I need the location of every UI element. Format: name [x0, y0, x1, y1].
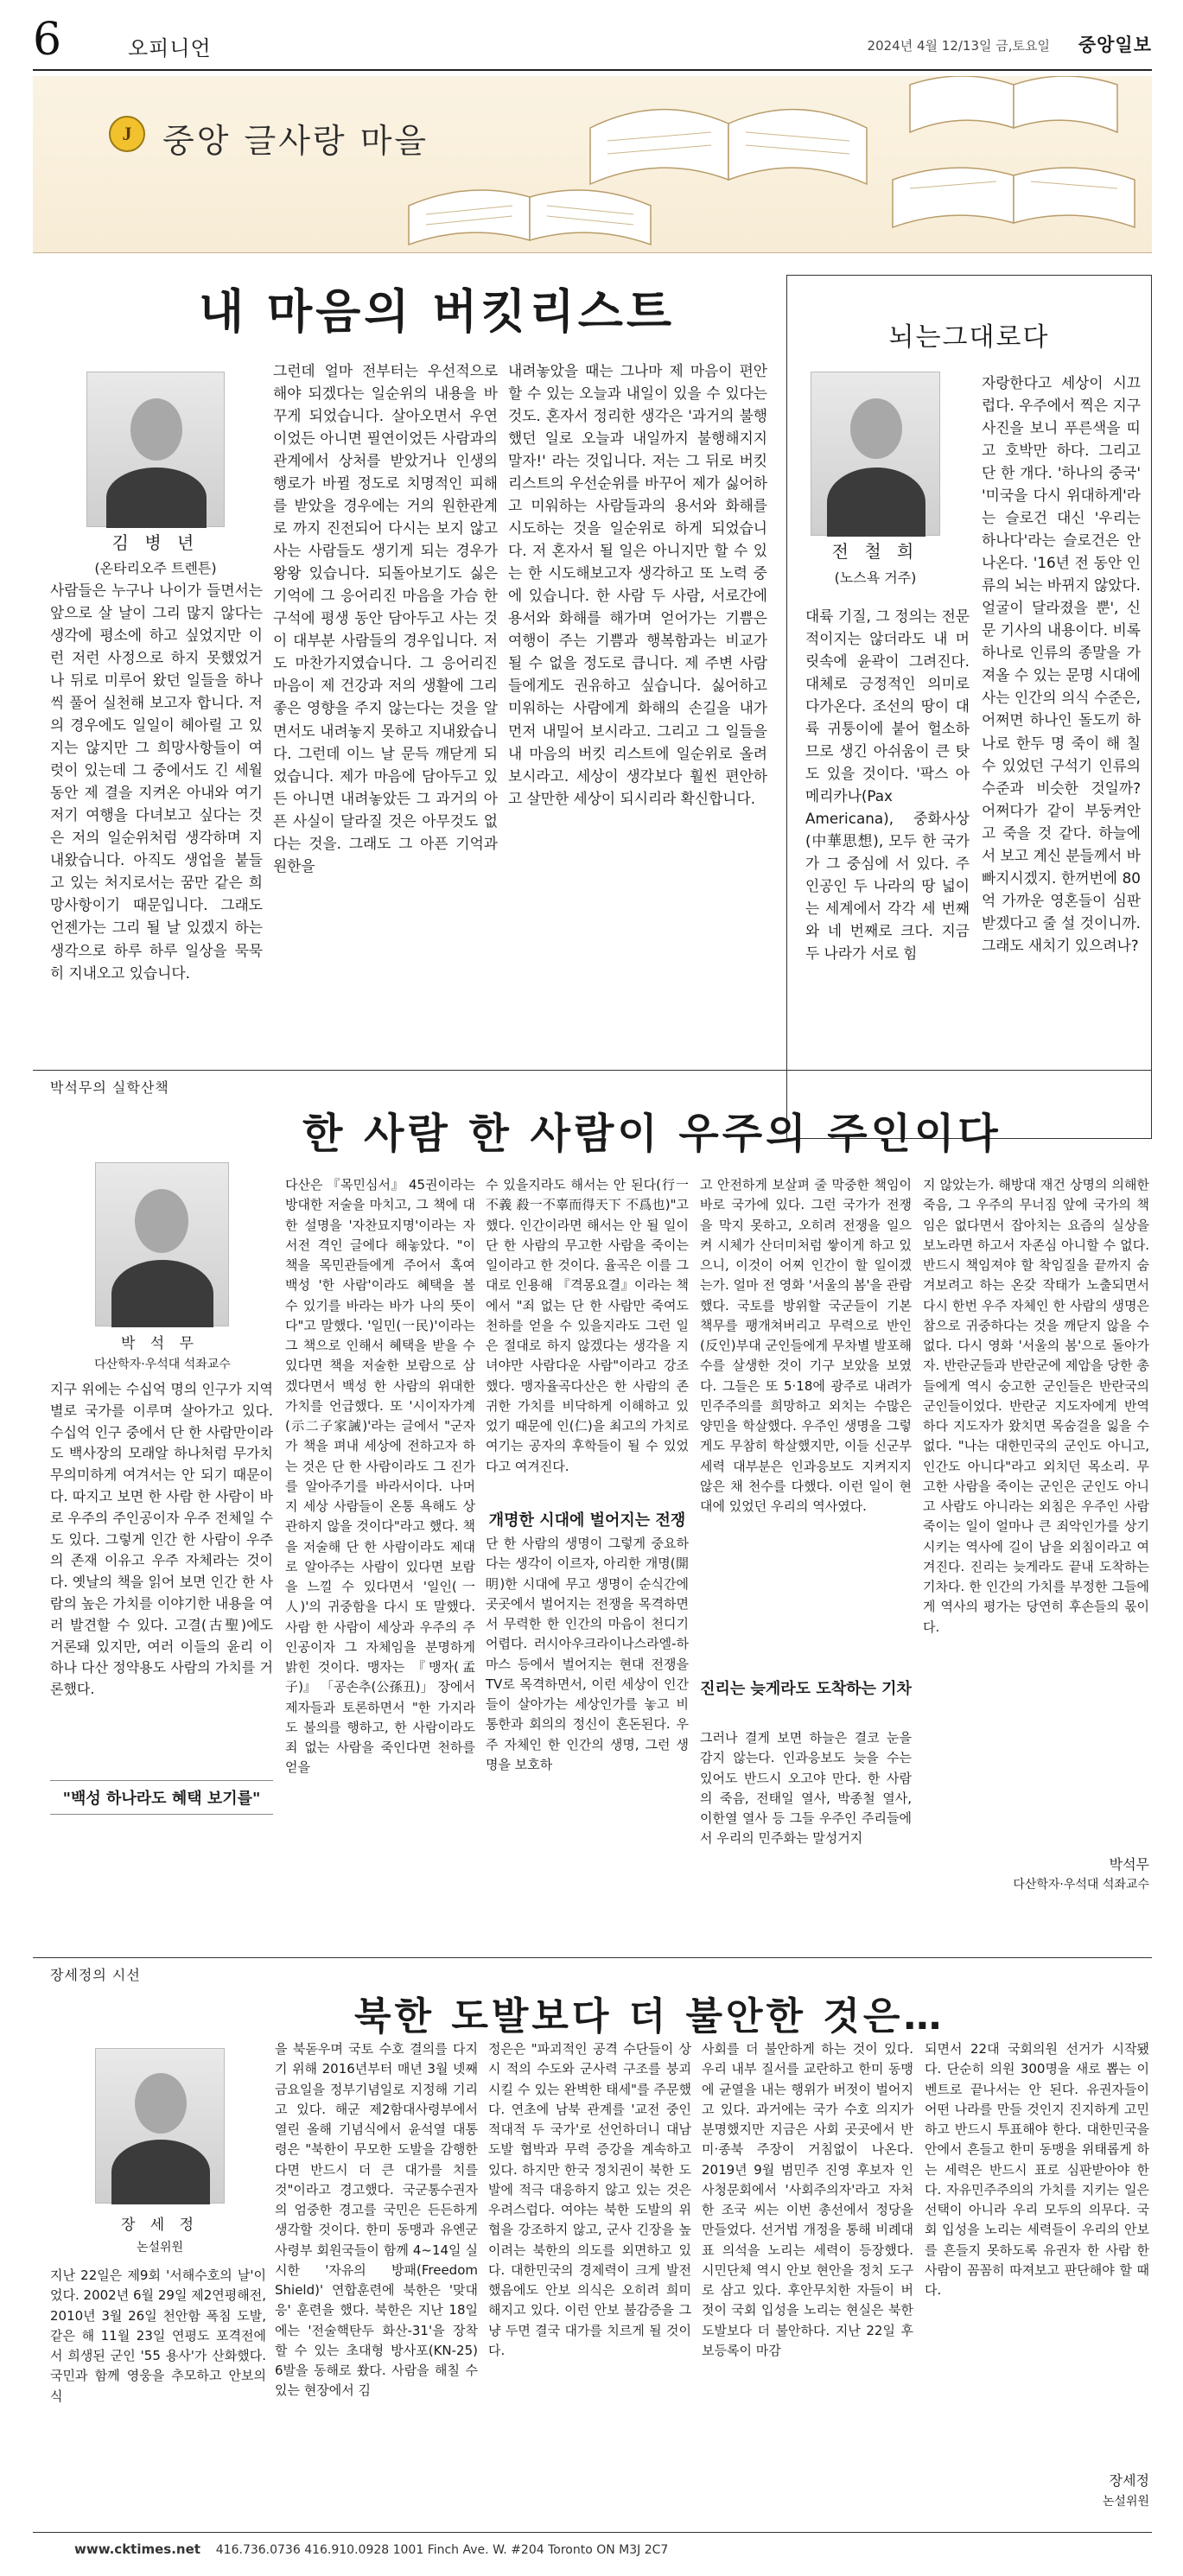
- sidebar-author-affiliation: (노스욕 거주): [834, 569, 917, 586]
- author-photo-article3: [95, 2048, 225, 2204]
- article2-pullquote: "백성 하나라도 혜택 보기를": [50, 1780, 273, 1815]
- article2-subhead-1: 개명한 시대에 벌어지는 전쟁: [488, 1511, 686, 1530]
- masthead-rule: [33, 69, 1152, 71]
- article2-top-rule: [33, 1070, 1152, 1071]
- article1-column-2: 그런데 얼마 전부터는 우선적으로 해야 되겠다는 일순위의 내용을 바꾸게 되었습니다. 살아오면서 우연이었든 아니면 필연이었든 사람과의 관계에서 상처를 받았거나 인생의 행로가 바뀔 정도로 치명적인 피해를 받았을 경우에는 거의 원한관계로 까지 진전되어 다시는 보지 않고 사는 사람들도 생기게 되는 경우가 왕왕 있습니다. 되돌아보기도 싫은 기억에 그 응어리진 마음을 가슴 한구석에 평생 동안 담아두고 사는 것이 대부분 사람들의 경우입니다. 저도 마찬가지였습니다. 그 응어리진 마음이 제 건강과 저의 생활에 그리 좋은 영향을 주지 않는다는 것을 알면서도 내려놓지 못하고 지내왔습니다. 그런데 이느 날 문득 깨닫게 되었습니다. 제가 마음에 담아두고 있든 아니면 내려놓았든 그 과거의 아픈 사실이 달라질 것은 아무것도 없다는 것을. 그래도 그 아픈 기억과 원한을: [273, 362, 498, 875]
- article2-column-1: 지구 위에는 수십억 명의 인구가 지역별로 국가를 이루며 살아가고 있다. 수십억 인구 중에서 단 한 사람만이라도 백사장의 모래알 하나처럼 무가치 무의미하게 여겨서는 안 되기 때문이다. 따지고 보면 한 사람 한 사람이 바로 우주의 주인공이자 우주 전체일 수도 있다. 그렇게 인간 한 사람이 우주의 존재 이유고 우주 자체라는 것이다. 옛날의 책을 읽어 보면 인간 한 사람의 높은 가치를 이야기한 내용을 여러 발견할 수 있다. 고결(古聖)에도 거론돼 있지만, 여러 이들의 윤리 이하나 다산 정약용도 사람의 가치를 거론했다.: [50, 1381, 273, 1698]
- article2-section-label: 박석무의 실학산책: [50, 1079, 169, 1096]
- article1-column-1: 사람들은 누구나 나이가 들면서는 앞으로 살 날이 그리 많지 않다는 생각에 평소에 하고 싶었지만 이런 저런 사정으로 하지 못했었거나 뒤로 미루어 왔던 일들을 하나씩 풀어 실천해 보고자 합니다. 저의 경우에도 일일이 헤아릴 고 있지는 않지만 그 희망사항들이 여럿이 있는데 그 중에서도 긴 세월 동안 제 결을 지켜온 아내와 여기 저기 여행을 다녀보고 싶다는 것은 저의 일순위처럼 생각하며 지내왔습니다. 아직도 생업을 붙들고 있는 처지로서는 꿈만 같은 희망사항이기 때문입니다. 그래도 언젠가는 그리 될 날 있겠지 하는 생각으로 하루 하루 일상을 묵묵히 지내오고 있습니다.: [50, 582, 263, 982]
- author-photo-article1: [86, 372, 225, 527]
- open-books-illustration: [374, 76, 1152, 253]
- banner-title: 중앙 글사랑 마을: [162, 122, 429, 160]
- section-name: 오피니언: [128, 36, 212, 60]
- section-banner: [33, 76, 1152, 253]
- author-photo-article2: [95, 1162, 229, 1326]
- article2-column-4: 단 한 사람의 생명이 그렇게 중요하다는 생각이 이르자, 아리한 개명(開明)한 시대에 무고 생명이 순식간에 곳곳에서 벌어지는 전쟁을 목격하면서 무력한 한 인간의 마음이 천디기 어렵다. 러시아우크라이나스라엘-하마스 등에서 벌어지는 현대 전쟁을 TV로 목격하면서, 이런 세상이 인간들이 살아가는 세상인가를 놓고 비통한과 회의의 정신이 혼돈된다. 우주 자체인 한 인간의 생명, 그런 생명을 보호하: [486, 1536, 689, 1772]
- article2-author-affiliation: 다산학자·우석대 석좌교수: [94, 1358, 231, 1371]
- article3-author-affiliation: 논설위원: [136, 2241, 184, 2255]
- author-photo-sidebar: [811, 372, 940, 536]
- article2-column-2: 다산은 『목민심서』 45권이라는 방대한 저술을 마치고, 그 책에 대한 설명을 '자찬묘지명'이라는 자서전 격인 글에다 해놓았다. "이 책을 목민관들에게 주어서 혹여 백성 '한 사람'이라도 혜택을 볼 수 있기를 바라는 바가 나의 뜻이다"고 말했다. '일민(一民)'이라는 그 책으로 인해서 혜택을 받을 수 있다면 책을 저술한 보람으로 삼겠다면서 백성 한 사람의 위대한 가치를 언급했다. 또 '시이자가계(示二子家誡)'라는 글에서 "군자가 책을 펴내 세상에 전하고자 하는 것은 단 한 사람이라도 그 진가를 알아주기를 바라서이다. 나머지 세상 사람들이 온통 욕해도 상관하지 않을 것이다"라고 했다. 책을 저술해 단 한 사람이라도 제대로 알아주는 사람이 있다면 보람을 느낄 수 있다면서 '일인(一人)'의 귀중함을 다시 또 말했다. 사람 한 사람이 세상과 우주의 주인공이자 그 자체임을 분명하게 밝힌 것이다. 맹자는 『맹자(孟子)』 「공손추(公孫丑)」 장에서 제자들과 토론하면서 "한 가지라도 불의를 행하고, 한 사람이라도 죄 없는 사람을 죽인다면 천하를 얻을: [285, 1177, 475, 1776]
- article3-author-name: 장 세 정: [120, 2217, 200, 2234]
- footer-website-link[interactable]: www.cktimes.net: [74, 2541, 200, 2557]
- article2-column-6: 그러나 결게 보면 하늘은 결코 눈을 감지 않는다. 인과응보도 늦을 수는 있어도 반드시 오고야 만다. 한 사람의 죽음, 전태일 열사, 박종철 열사, 이한열 열사 등 그들 우주인 주리들에서 우리의 민주화는 말성거지: [700, 1730, 912, 1847]
- section-badge: J: [109, 116, 145, 152]
- article1-author-affiliation: (온타리오주 트렌튼): [94, 560, 217, 576]
- page-number: 6: [33, 14, 62, 66]
- footer-contact: 416.736.0736 416.910.0928 1001 Finch Ave. W. #204 Toronto ON M3J 2C7: [215, 2543, 669, 2557]
- sidebar-column-1: 대륙 기질, 그 정의는 전문적이지는 않더라도 내 머릿속에 윤곽이 그려진다. 대체로 긍정적인 의미로 다가온다. 조선의 땅이 대륙 귀퉁이에 붙어 헐소하므로 생긴 아쉬움이 큰 탓도 있을 것이다. '팍스 아메리카나(Pax Americana), 중화사상(中華思想), 모두 한 국가가 그 중심에 서 있다. 주인공인 두 나라의 땅 넓이는 세계에서 각각 세 번째와 네 번째로 크다. 지금 두 나라가 서로 힘: [805, 607, 970, 963]
- masthead: [33, 12, 1152, 64]
- article2-signoff-affiliation: 다산학자·우석대 석좌교수: [1013, 1878, 1149, 1892]
- article3-signoff-affiliation: 논설위원: [1102, 2495, 1149, 2509]
- article2-author-name: 박 석 무: [120, 1335, 200, 1352]
- sidebar-column-2: 자랑한다고 세상이 시끄럽다. 우주에서 찍은 지구 사진을 보니 푸른색을 띠고 호박만 하다. 그리고 단 한 개다. '하나의 중국' '미국을 다시 위대하게'라는 슬로건 대신 '우리는 하나다'라는 슬로건은 안 나온다. '16년 전 동안 인류의 뇌는 바뀌지 않았다. 얼굴이 달라졌을 뿐', 신문 기사의 내용이다. 비록 하나로 인류의 종말을 가져올 수 있는 문명 시대에 사는 인간의 의식 수준은, 어쩌면 하나인 돌도끼 하나로 한두 명 죽이 해 칠 수 있었던 구석기 인류의 수준과 비슷한 것일까? 어쩌다가 같이 부둥켜안고 죽을 것 같다. 하늘에서 보고 계신 분들께서 바빠지시겠지. 한꺼번에 80억 가까운 영혼들이 심판받겠다고 줄 설 것이니까. 그래도 새치기 있으려나?: [982, 374, 1141, 954]
- article3-title: 북한 도발보다 더 불안한 것은…: [354, 1994, 945, 2039]
- article2-column-3: 수 있을지라도 해서는 안 된다(行一不義 殺一不辜而得天下 不爲也)"고 했다. 인간이라면 해서는 안 될 일이 단 한 사람의 무고한 사람을 죽이는 일이라고 한 것이다. 율곡은 이를 그대로 인용해 『격몽요결』이라는 책에서 "죄 없는 단 한 사람만 죽여도 천하를 얻을 수 있을지라도 그런 일은 절대로 하지 않겠다는 생각을 지녀야만 사람다운 사람"이라고 강조했다. 맹자율곡다산은 한 사람의 존귀한 가치를 비닥하게 이해하고 있었기 때문에 인(仁)을 최고의 가치로 여기는 공자의 후학들이 될 수 있었다고 여겨진다.: [486, 1177, 689, 1474]
- article3-signoff: 장세정: [1109, 2472, 1149, 2489]
- article1-title: 내 마음의 버킷리스트: [199, 284, 676, 339]
- article2-column-7: 지 않았는가. 해방대 재건 상명의 의해한 죽음, 그 우주의 무너짐 앞에 국가의 책임은 없다면서 잡아치는 요즘의 실상을 보노라면 하고서 자존심 아니할 수 없다. 반드시 책임져야 할 착임질을 끝까지 숨겨보려고 하는 온갖 작태가 노출되면서 다시 한번 우주 자체인 한 사람의 생명은 참으로 귀중하다는 것을 깨닫지 않을 수 없다. 다시 영화 '서울의 봄'으로 돌아가자. 반란군들과 반란군에 제압을 당한 총들에게 역시 숭고한 군인들은 반란국의 군인들이었다. 반란군 지도자에게 반역하다 지도자가 왔치면 목숨걸을 잃을 수 없다. "나는 대한민국의 군인도 아니고, 인간도 아니다"라고 외치던 목소리. 무고한 사람을 죽이는 군인은 군인도 아니고 사람도 아니라는 외침은 우주인 사람 죽이는 일이 얼마나 큰 죄악인가를 상기시키는 역사에 길이 남을 외침이라고 여겨진다. 진리는 늦게라도 끝내 도착하는 기차다. 한 인간의 가치를 부정한 그들에게 역사의 평가는 당연히 후손들의 몫이다.: [923, 1177, 1149, 1635]
- sidebar-title: 뇌는그대로다: [888, 322, 1050, 353]
- issue-date: 2024년 4월 12/13일 금,토요일: [867, 38, 1050, 54]
- paper-logo: 중앙일보: [1078, 35, 1152, 55]
- article3-top-rule: [33, 1957, 1152, 1958]
- article2-signoff: 박석무: [1109, 1856, 1149, 1873]
- article3-section-label: 장세정의 시선: [50, 1967, 141, 1983]
- article1-author-name: 김 병 년: [111, 532, 200, 553]
- article3-column-5: 되면서 22대 국회의원 선거가 시작됐다. 단순히 의원 300명을 새로 뽑는 이벤트로 끝나서는 안 된다. 유권자들이 어떤 나라를 만들 것인지 진지하게 고민하고 반드시 투표해야 한다. 대한민국을 안에서 흔들고 한미 동맹을 위태롭게 하는 세력은 반드시 표로 심판받아야 한다. 자유민주주의의 가치를 지키는 일은 선택이 아니라 우리 모두의 의무다. 국회 입성을 노리는 세력들이 우리의 안보를 흔들지 못하도록 유권자 한 사람 한 사람이 꼼꼼히 따져보고 판단해야 할 때다.: [925, 2041, 1149, 2298]
- article3-column-3: 정은은 "파괴적인 공격 수단들이 상시 적의 수도와 군사력 구조를 붕괴시킬 수 있는 완벽한 태세"를 주문했다. 연초에 남북 관계를 '교전 중인 적대적 두 국가'로 선언하더니 대남 도발 협박과 무력 증강을 계속하고 있다. 하지만 한국 정치권이 북한 도발에 적극 대응하지 않고 있는 것은 우려스럽다. 여야는 북한 도발의 위협을 강조하지 않고, 군사 긴장을 높이려는 북한의 의도를 외면하고 있다. 대한민국의 경제력이 크게 발전했음에도 안보 의식은 오히려 희미해지고 있다. 이런 안보 불감증을 그냥 두면 결국 대가를 치르게 될 것이다.: [488, 2041, 691, 2358]
- article2-column-5: 고 안전하게 보살펴 줄 막중한 책임이 바로 국가에 있다. 그런 국가가 전쟁을 막지 못하고, 오히려 전쟁을 일으켜 시체가 산더미처럼 쌓이게 하고 있으니, 이것이 어찌 인간이 할 일이겠는가. 얼마 전 영화 '서울의 봄'을 관람했다. 국토를 방위할 국군들이 기본 책무를 팽개쳐버리고 무력으로 반인(反인)부대 군인들에게 무차별 발포해 수를 살생한 것이 기구 보았을 보였다. 그들은 또 5·18에 광주로 내려가 민주주의를 희망하고 외치는 수많은 양민을 학살했다. 우주인 생명을 그렇게도 무참히 학살했지만, 이들 신군부 세력 대부분은 인과응보도 지켜지지 않은 채 천수를 다했다. 이런 일이 현대에 있었던 우리의 역사였다.: [700, 1177, 912, 1514]
- footer-rule: [33, 2532, 1152, 2533]
- article3-column-4: 사회를 더 불안하게 하는 것이 있다. 우리 내부 질서를 교란하고 한미 동맹에 균열을 내는 행위가 버젓이 벌어지고 있다. 과거에는 국가 수호 의지가 분명했지만 지금은 사회 곳곳에서 반미·종북 주장이 거침없이 나온다. 2019년 9월 범민주 진영 후보자 인사청문회에서 '사회주의자'라고 자처한 조국 씨는 이번 총선에서 정당을 만들었다. 선거법 개정을 통해 비례대표 의석을 노리는 세력이 등장했다. 시민단체 역시 안보 현안을 정치 도구로 삼고 있다. 후안무치한 자들이 버젓이 국회 입성을 노리는 현실은 북한 도발보다 더 불안하다. 지난 22일 후보등록이 마감: [702, 2041, 913, 2358]
- article3-column-2: 을 북돋우며 국토 수호 결의를 다지기 위해 2016년부터 매년 3월 넷째 금요일을 정부기념일로 지정해 기리고 있다. 해군 제2함대사령부에서 열린 올해 기념식에서 윤석열 대통령은 "북한이 무모한 도발을 감행한다면 반드시 더 큰 대가를 치를 것"이라고 경고했다. 국군통수권자의 엄중한 경고를 국민은 든든하게 생각할 것이다. 한미 동맹과 유엔군사령부 회원국들이 함께 4~14일 실시한 '자유의 방패(Freedom Shield)' 연합훈련에 북한은 '맞대응' 훈련을 했다. 북한은 지난 18일에는 '전술핵탄두 화산-31'을 장착할 수 있는 초대형 방사포(KN-25) 6발을 동해로 쐈다. 사람을 해칠 수 있는 현장에서 김: [275, 2041, 478, 2399]
- article1-column-3: 내려놓았을 때는 그나마 제 마음이 편안할 수 있는 오늘과 내일이 있을 수 있다는 것도. 혼자서 정리한 생각은 '과거의 불행했던 일로 오늘과 내일까지 불행해지지 말자!' 라는 것입니다. 저는 그 뒤로 버킷리스트의 우선순위를 바꾸어 제가 싫어하고 미워하는 사람들과의 용서와 화해를 시도하는 것을 일순위로 하게 되었습니다. 저 혼자서 될 일은 아니지만 할 수 있는 한 시도해보고자 생각하고 또 노력 중에 있습니다. 한 사람 두 사람, 서로간에 용서와 화해를 해가며 얻어가는 기쁨은 여행이 주는 기쁨과 행복함과는 비교가 될 수 없을 정도로 큽니다. 제 주변 사람들에게도 권유하고 싶습니다. 싫어하고 미워하는 사람에게 화해의 손길을 내가 먼저 내밀어 보시라고. 그리고 그 일들을 내 마음의 버킷 리스트에 일순위로 올려보시라고. 세상이 생각보다 훨씬 편안하고 살만한 세상이 되시리라 확신합니다.: [508, 362, 767, 807]
- article3-column-1: 지난 22일은 제9회 '서해수호의 날'이었다. 2002년 6월 29일 제2연평해전, 2010년 3월 26일 천안함 폭침 도발, 같은 해 11월 23일 연평도 포격전에서 희생된 군인 '55 용사'가 산화했다. 국민과 함께 영웅을 추모하고 안보의식: [50, 2268, 266, 2404]
- article2-subhead-2: 진리는 늦게라도 도착하는 기차: [700, 1680, 912, 1698]
- article2-title: 한 사람 한 사람이 우주의 주인이다: [302, 1110, 1002, 1158]
- page-footer: [74, 2541, 668, 2557]
- sidebar-author-name: 전 철 희: [831, 541, 919, 562]
